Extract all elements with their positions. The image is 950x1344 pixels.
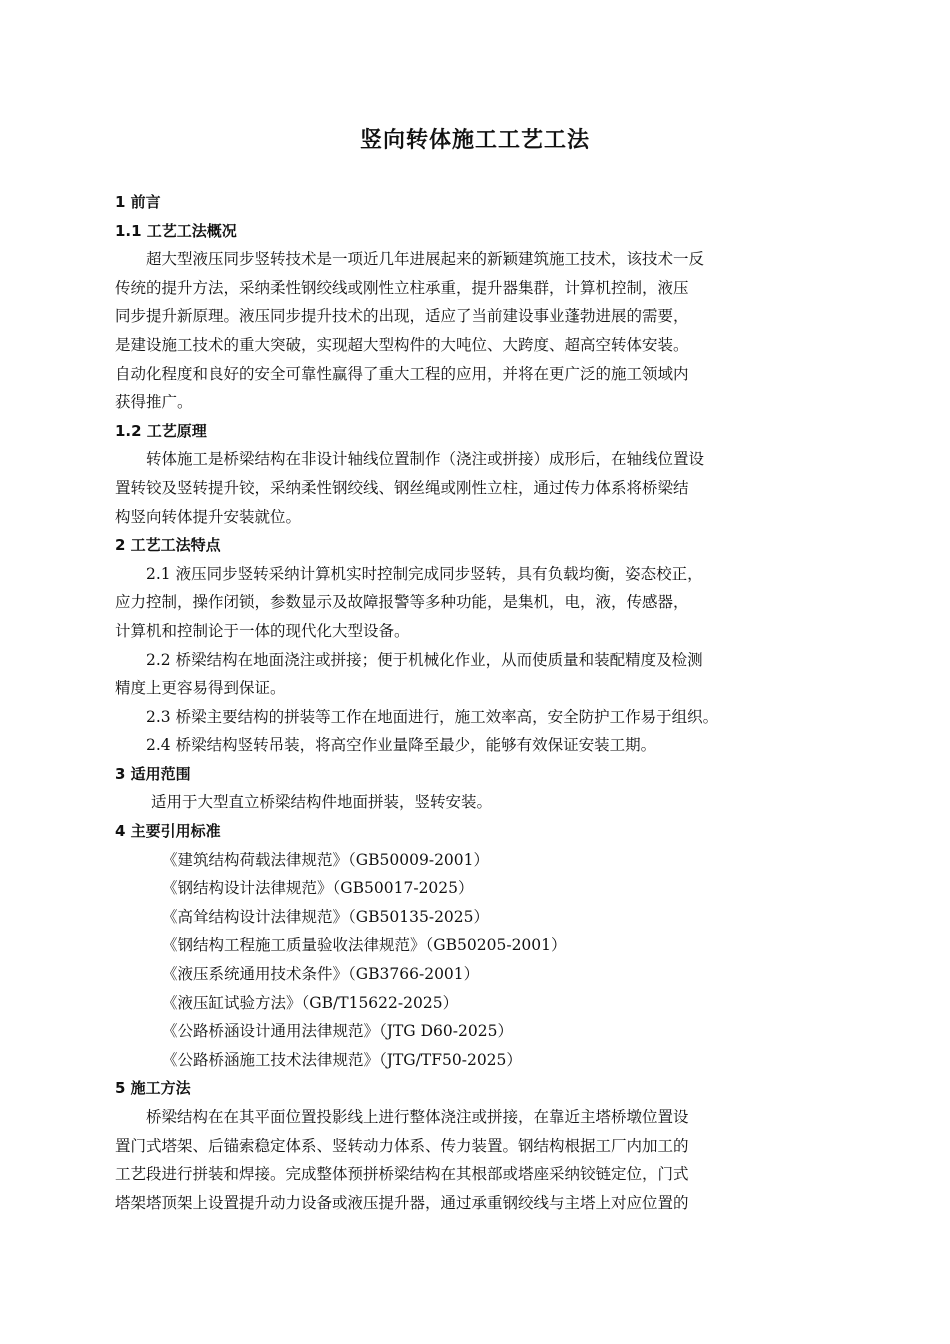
section-heading: 1.2 工艺原理: [115, 421, 207, 440]
section-heading: 4 主要引用标准: [115, 822, 221, 841]
body-text-line: 同步提升新原理。液压同步提升技术的出现，适应了当前建设事业蓬勃进展的需要，: [115, 307, 689, 326]
body-text-line: 2.3 桥梁主要结构的拼装等工作在地面进行，施工效率高，安全防护工作易于组织。: [146, 707, 719, 726]
body-text-line: 桥梁结构在在其平面位置投影线上进行整体浇注或拼接，在靠近主塔桥墩位置设: [146, 1108, 689, 1126]
section-heading: 1 前言: [115, 193, 161, 211]
body-text-line: 转体施工是桥梁结构在非设计轴线位置制作（浇注或拼接）成形后，在轴线位置设: [146, 450, 705, 469]
body-text-line: 应力控制，操作闭锁，参数显示及故障报警等多种功能，是集机，电，液，传感器，: [115, 593, 689, 612]
body-text-line: 构竖向转体提升安装就位。: [115, 507, 302, 526]
section-heading: 3 适用范围: [115, 764, 191, 783]
section-heading: 5 施工方法: [115, 1079, 191, 1098]
section-heading: 1.1 工艺工法概况: [115, 221, 237, 240]
body-text-line: 自动化程度和良好的安全可靠性赢得了重大工程的应用，并将在更广泛的施工领域内: [115, 364, 689, 383]
body-text-line: 《建筑结构荷载法律规范》（GB50009-2001）: [162, 850, 490, 869]
body-text-line: 2.4 桥梁结构竖转吊装，将高空作业量降至最少，能够有效保证安装工期。: [146, 736, 657, 755]
body-text-line: 2.2 桥梁结构在地面浇注或拼接；便于机械化作业，从而使质量和装配精度及检测: [146, 650, 703, 669]
body-text-line: 《钢结构设计法律规范》（GB50017-2025）: [162, 879, 474, 898]
body-text-line: 《公路桥涵施工技术法律规范》（JTG/TF50-2025）: [162, 1050, 522, 1069]
body-text-line: 《液压缸试验方法》（GB/T15622-2025）: [162, 993, 459, 1012]
section-heading: 2 工艺工法特点: [115, 536, 221, 555]
body-text-line: 置门式塔架、后锚索稳定体系、竖转动力体系、传力装置。钢结构根据工厂内加工的: [115, 1136, 689, 1155]
body-text-line: 塔架塔顶架上设置提升动力设备或液压提升器，通过承重钢绞线与主塔上对应位置的: [115, 1193, 689, 1212]
body-text-line: 计算机和控制论于一体的现代化大型设备。: [115, 621, 410, 640]
body-text-line: 是建设施工技术的重大突破，实现超大型构件的大吨位、大跨度、超高空转体安装。: [115, 335, 689, 354]
body-text-line: 工艺段进行拼装和焊接。完成整体预拼桥梁结构在其根部或塔座采纳铰链定位，门式: [115, 1165, 689, 1184]
body-text-line: 精度上更容易得到保证。: [115, 679, 286, 698]
body-text-line: 2.1 液压同步竖转采纳计算机实时控制完成同步竖转，具有负载均衡，姿态校正，: [146, 564, 703, 583]
body-text-line: 《液压系统通用技术条件》（GB3766-2001）: [162, 965, 480, 984]
document-title: 竖向转体施工工艺工法: [359, 128, 590, 153]
body-text-line: 适用于大型直立桥梁结构件地面拼装，竖转安装。: [151, 793, 493, 812]
body-text-line: 《钢结构工程施工质量验收法律规范》（GB50205-2001）: [162, 936, 567, 955]
body-text-line: 《公路桥涵设计通用法律规范》（JTG D60-2025）: [162, 1022, 513, 1041]
document-body: [115, 188, 845, 1217]
body-text-line: 超大型液压同步竖转技术是一项近几年进展起来的新颖建筑施工技术，该技术一反: [146, 250, 705, 269]
body-text-line: 《高耸结构设计法律规范》（GB50135-2025）: [162, 907, 490, 926]
body-text-line: 置转铰及竖转提升铰，采纳柔性钢绞线、钢丝绳或刚性立柱，通过传力体系将桥梁结: [115, 478, 689, 497]
body-text-line: 获得推广。: [115, 393, 193, 412]
body-text-line: 传统的提升方法，采纳柔性钢绞线或刚性立柱承重，提升器集群，计算机控制，液压: [115, 278, 689, 297]
